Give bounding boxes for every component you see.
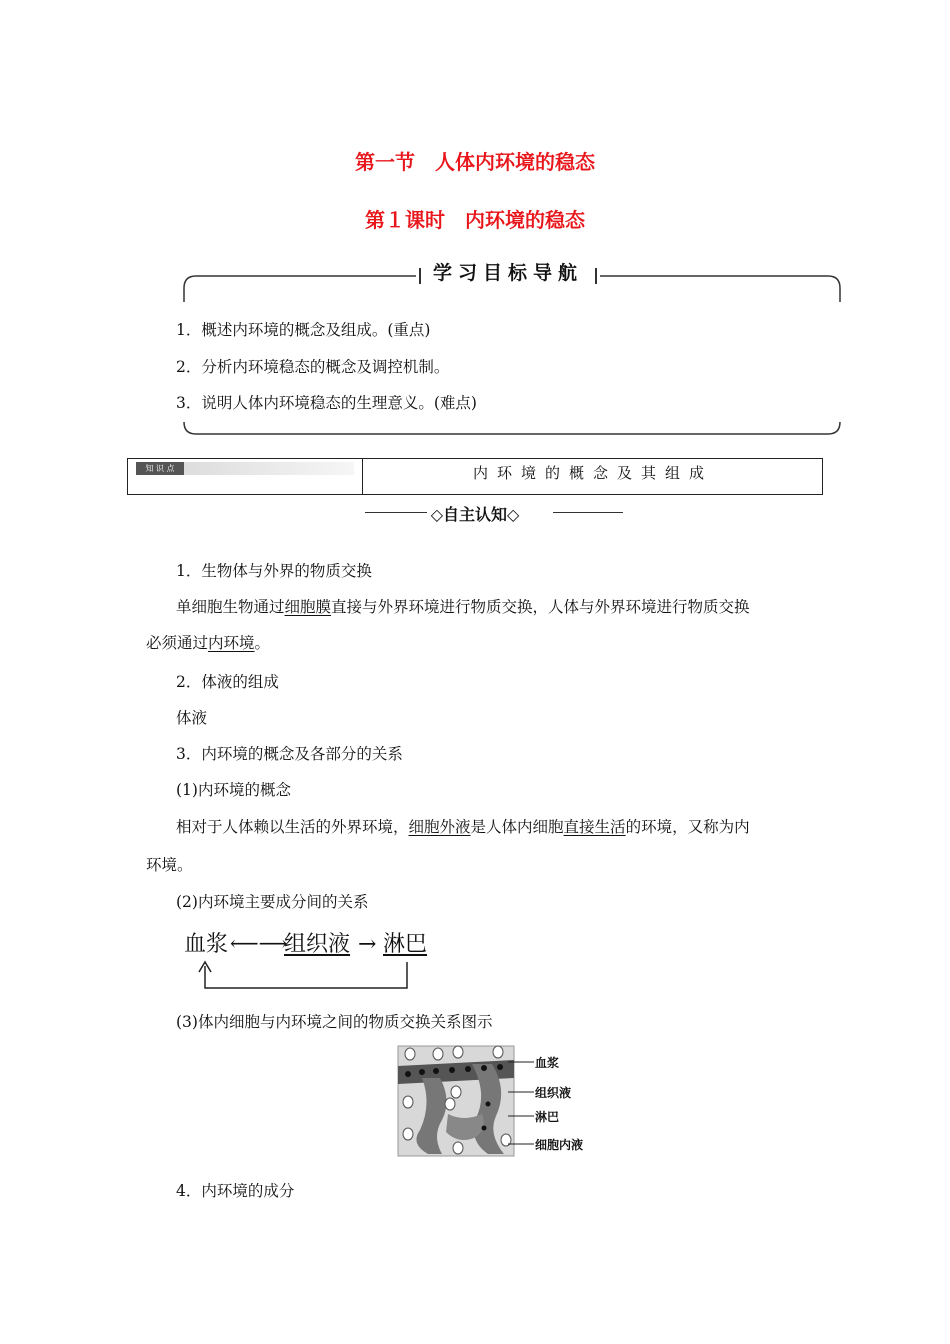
tag-bar [184,462,354,475]
answer-blank: 直接生活 [563,818,626,836]
flow-arrow: → [358,932,377,957]
answer-blank: 细胞外液 [408,818,471,836]
objective-item: 1．概述内环境的概念及组成。(重点) [176,321,431,339]
answer-blank: 细胞膜 [284,598,332,616]
objectives-heading: 学习目标导航 [432,262,583,284]
figure-label-plasma: 血浆 [535,1056,560,1070]
p3-sub2: (2)内环境主要成分间的关系 [176,893,369,911]
p3-sub3: (3)体内细胞与内环境之间的物质交换关系图示 [176,1013,493,1031]
flow-lymph: 淋巴 [383,932,428,957]
flow-double-arrow: ⟵⟶ [230,931,288,955]
p3-line2: 环境。 [146,856,193,874]
p1-line2: 必须通过内环境。 [146,634,271,652]
section-heading: ◇自主认知◇ [430,505,520,524]
p1-heading: 1．生物体与外界的物质交换 [176,562,372,580]
lesson-title: 第１课时 内环境的稳态 [365,208,585,232]
p2-heading: 2．体液的组成 [176,673,279,691]
p3-heading: 3．内环境的概念及各部分的关系 [176,745,403,763]
figure-label-lymph: 淋巴 [535,1110,560,1124]
flow-return-arrow [195,958,415,992]
section-title: 第一节 人体内环境的稳态 [355,150,595,174]
objective-item: 3．说明人体内环境稳态的生理意义。(难点) [176,394,477,412]
p4-heading: 4．内环境的成分 [176,1182,295,1200]
figure-label-intracellular-fluid: 细胞内液 [535,1138,584,1152]
p3-sub1: (1)内环境的概念 [176,781,291,799]
knowledge-point-tag: 知 识 点 [136,462,184,475]
p1-line1: 单细胞生物通过细胞膜直接与外界环境进行物质交换，人体与外界环境进行物质交换 [176,598,750,616]
answer-blank: 内环境 [208,634,255,652]
p3-line1: 相对于人体赖以生活的外界环境，细胞外液是人体内细胞直接生活的环境，又称为内 [176,818,750,836]
topic-title: 内环境的概念及其组成 [472,464,713,482]
rule-right [553,512,623,513]
figure-label-tissue-fluid: 组织液 [535,1086,572,1100]
flow-tissue-fluid: 组织液 [284,932,351,957]
flow-plasma: 血浆 [184,932,229,957]
p2-text: 体液 [176,709,208,727]
objective-item: 2．分析内环境稳态的概念及调控机制。 [176,358,450,376]
objectives-frame [180,262,844,440]
